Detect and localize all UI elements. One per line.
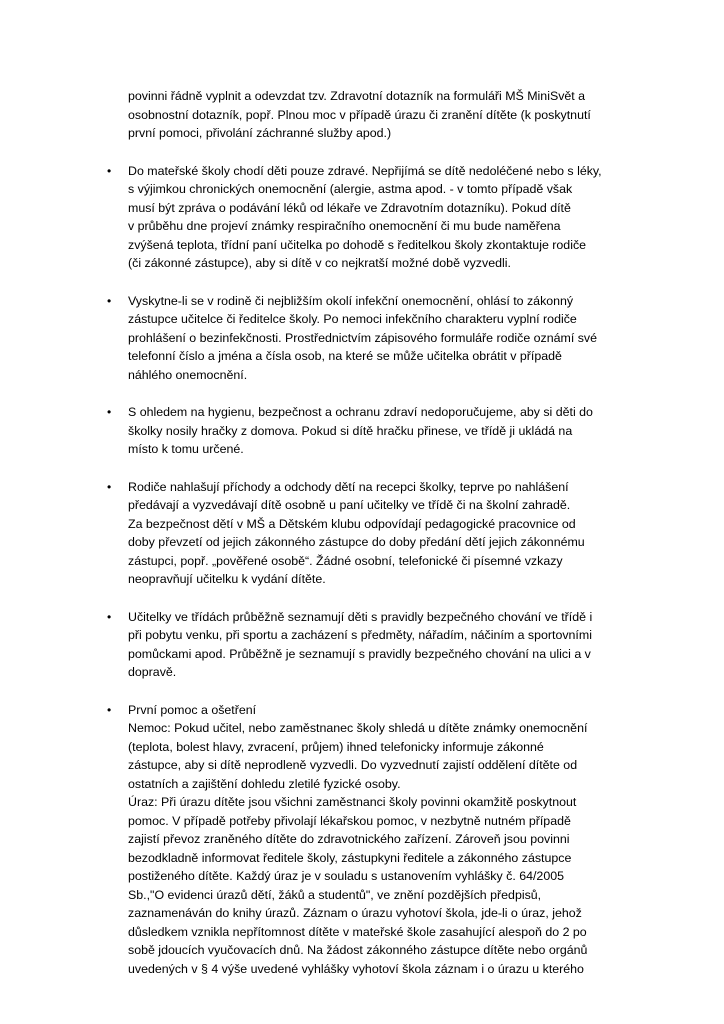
text-line: (či zákonné zástupce), aby si dítě v co nejkratší možné době vyzvedli. [128,256,511,270]
text-line: telefonní číslo a jména a čísla osob, na které se může učitelka obrátit v případě [128,349,562,363]
text-line: Do mateřské školy chodí děti pouze zdravé. Nepřijímá se dítě nedoléčené nebo s léky, [128,163,602,178]
section-heading: První pomoc a ošetření [128,702,257,717]
text-line: uvedených v § 4 výše uvedené vyhlášky vyhotoví škola záznam i o úrazu u kterého [128,961,584,976]
text-line: pomůckami apod. Průběžně je seznamují s pravidly bezpečného chování na ulici a v [128,646,591,661]
list-item-infectious-disease [107,292,648,385]
text-line: doby převzetí od jejich zákonného zástupce do doby předání dětí jejich zákonnému [128,535,585,549]
list-item-arrivals-departures [107,478,648,589]
text-line: důsledkem vznikla nepřítomnost dítěte v mateřské škole zasahující alespoň do 2 po [128,924,587,939]
text-line: prohlášení o bezinfekčnosti. Prostřednictvím zápisového formuláře rodiče oznámí své [128,330,598,345]
text-line: pomoc. V případě potřeby přivolají lékařskou pomoc, v nezbytně nutném případě [128,813,571,828]
text-line: zástupce učitelce či ředitelce školy. Po nemoci infekčního charakteru vyplní rodiče [128,312,577,326]
text-line: Rodiče nahlašují příchody a odchody dětí na recepci školky, teprve po nahlášení [128,479,569,494]
bullet-icon: • [107,702,112,717]
text-line: školky nosily hračky z domova. Pokud si dítě hračku přinese, ve třídě ji ukládá na [128,423,573,438]
list-item-healthy-children [107,162,648,273]
text-line: náhlého onemocnění. [128,367,248,382]
text-line: zajistí převoz zraněného dítěte do zdravotnického zařízení. Zároveň jsou povinni [128,832,570,846]
list-item-toys [107,403,648,459]
bullet-icon: • [107,163,112,178]
text-line: sobě jdoucích vyučovacích dnů. Na žádost zákonného zástupce dítěte nebo orgánů [128,943,588,957]
text-line: ostatních a zajištění dohledu zletilé fyzické osoby. [128,776,401,791]
text-line: zvýšená teplota, třídní paní učitelka po dohodě s ředitelkou školy zkontaktuje rodiče [128,237,587,252]
text-line: S ohledem na hygienu, bezpečnost a ochranu zdraví nedoporučujeme, aby si děti do [128,405,593,419]
text-line: Úraz: Při úrazu dítěte jsou všichni zaměstnanci školy povinni okamžitě poskytnout [128,795,577,809]
document-body [107,87,648,978]
text-line: Vyskytne-li se v rodině či nejbližším okolí infekční onemocnění, ohlásí to zákonný [128,293,574,308]
list-item-first-aid [107,701,648,979]
bullet-icon: • [107,609,112,624]
text-line: zástupce, aby si dítě neprodleně vyzvedli. Do vyzvednutí zajistí oddělení dítěte od [128,758,578,772]
text-line: bezodkladně informovat ředitele školy, zástupkyni ředitele a zákonného zástupce [128,850,572,865]
text-line: zaznamenáván do knihy úrazů. Záznam o úrazu vyhotoví škola, jde-li o úraz, jehož [128,906,582,920]
text-line: dopravě. [128,665,177,679]
bullet-icon: • [107,405,112,419]
text-line: Učitelky ve třídách průběžně seznamují děti s pravidly bezpečného chování ve třídě i [128,609,593,624]
text-line: při pobytu venku, při sportu a zacházení s předměty, nářadím, náčiním a sportovními [128,628,592,642]
text-line: Sb.,"O evidenci úrazů dětí, žáků a studentů", ve znění pozdějších předpisů, [128,887,542,902]
text-line: neopravňují učitelku k vydání dítěte. [128,572,326,586]
text-line: Nemoc: Pokud učitel, nebo zaměstnanec školy shledá u dítěte známky onemocnění [128,721,588,735]
text-line: osobnostní dotazník, popř. Plnou moc v případě úrazu či zranění dítěte (k poskytnutí [128,107,591,122]
text-line: první pomoci, přivolání záchranné služby apod.) [128,126,392,140]
text-line: musí být zpráva o podávání léků od lékaře ve Zdravotním dotazníku). Pokud dítě [128,200,571,215]
text-line: s výjimkou chronických onemocnění (alergie, astma apod. - v tomto případě však [128,182,573,196]
list-item-safety-rules [107,608,648,682]
text-line: postiženého dítěte. Každý úraz je v souladu s ustanovením vyhlášky č. 64/2005 [128,869,564,883]
text-line: předávají a vyzvedávají dítě osobně u paní učitelky ve třídě či na školní zahradě. [128,498,571,512]
text-line: Za bezpečnost dětí v MŠ a Dětském klubu odpovídají pedagogické pracovnice od [128,516,576,531]
text-line: povinni řádně vyplnit a odevzdat tzv. Zdravotní dotazník na formuláři MŠ MiniSvět a [128,89,586,103]
text-line: zástupci, popř. „pověřené osobě“. Žádné osobní, telefonické či písemné vzkazy [128,553,563,568]
bullet-icon: • [107,479,112,494]
text-line: místo k tomu určené. [128,442,244,456]
text-line: v průběhu dne projeví známky respiračního onemocnění či mu bude naměřena [128,219,561,233]
intro-paragraph [128,87,648,143]
bullet-icon: • [107,293,112,308]
text-line: (teplota, bolest hlavy, zvracení, průjem) ihned telefonicky informuje zákonné [128,739,544,754]
